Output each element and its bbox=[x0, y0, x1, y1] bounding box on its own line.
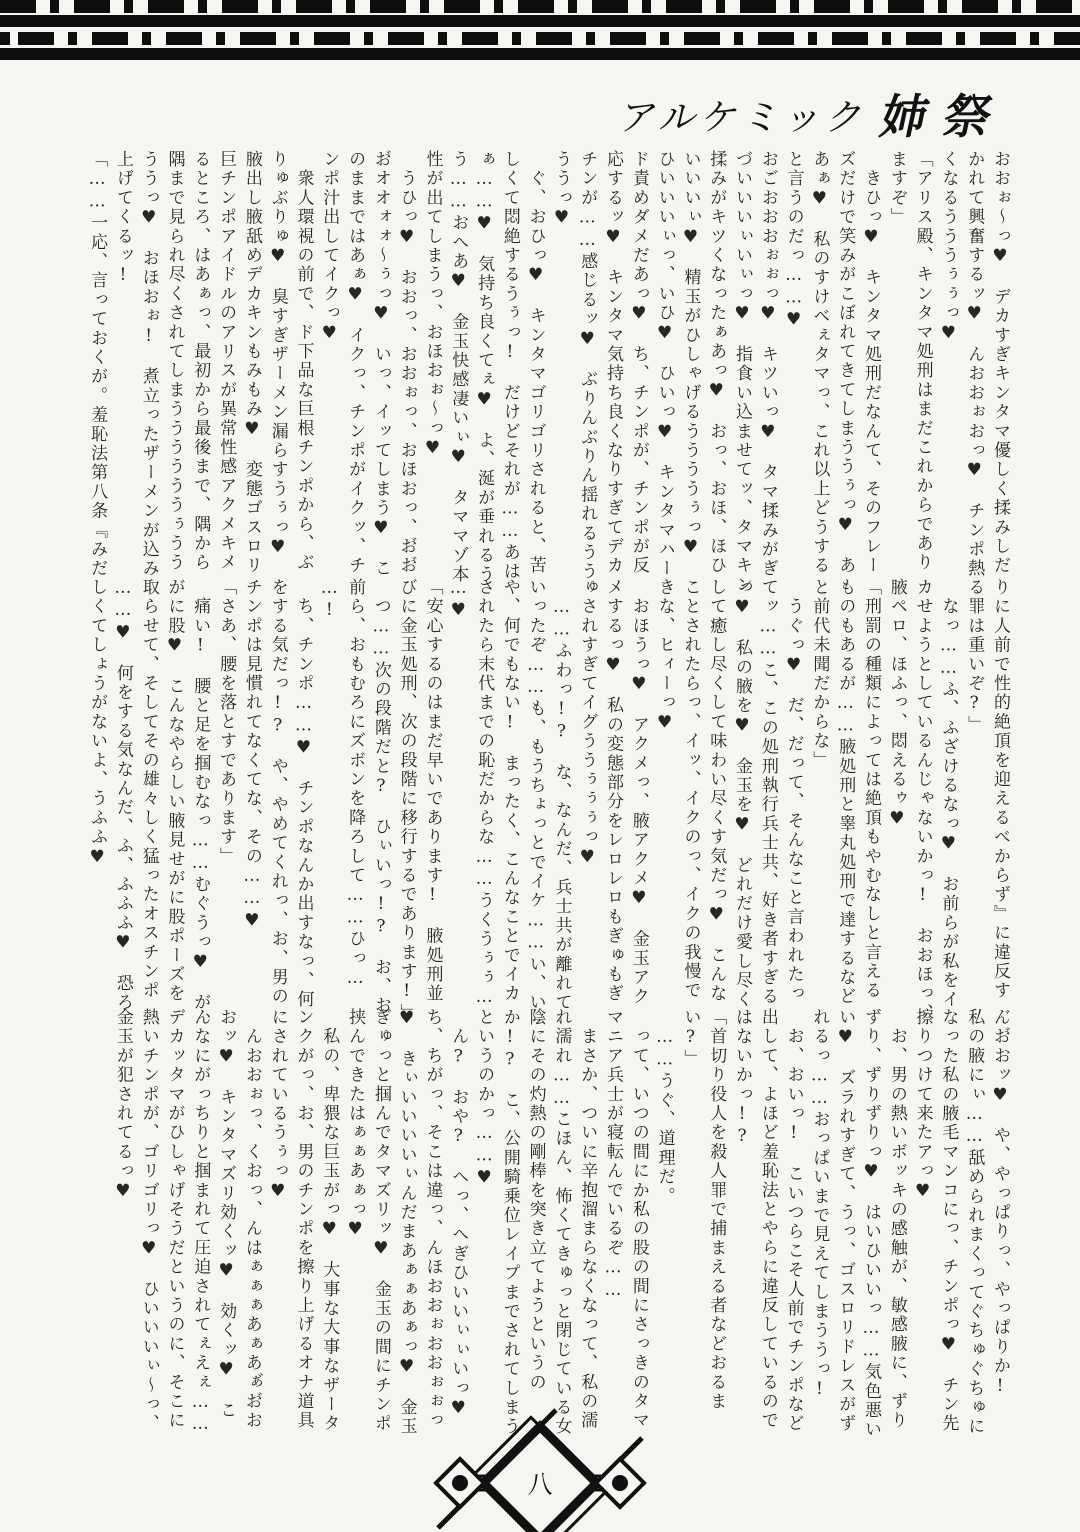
text-column: い?」 bbox=[680, 1008, 701, 1069]
text-column: いいいぃ♥ 精玉がひしゃげるううううぅっ♥ bbox=[680, 150, 701, 560]
text-column: ううっ♥ おほおぉ! 煮立ったザーメンが込み bbox=[138, 150, 159, 579]
text-column: なった私の腋毛マンコにっ、チンポっ♥ チン先 bbox=[938, 1008, 959, 1434]
text-column: うひっ♥ おおっ、おおぉっ、おほおっ、お゙お゙ bbox=[396, 150, 417, 576]
text-column: 衆人環視の前で、ド下品な巨根チンポから、ぶ bbox=[293, 150, 314, 573]
text-column: 「アリス殿、キンタマ処刑はまだこれからであり bbox=[912, 150, 933, 573]
text-column: きな、ヒィーっ♥ bbox=[654, 578, 675, 735]
text-band-3 bbox=[109, 1008, 1012, 1440]
text-column: というのかっ……♥ bbox=[474, 1008, 495, 1190]
text-column: 痛い! 腰と足を掴むなっ……むぐうっ♥ が、 bbox=[190, 578, 211, 1032]
text-column: れるっ……おっぱいまで見えてしまううっ! bbox=[809, 1008, 830, 1401]
text-column: 応するッ♥ キンタマ気持ち良くなりすぎてデカ bbox=[603, 150, 624, 576]
text-column: くなるうううぅぅっ♥ bbox=[938, 150, 959, 345]
text-column: ものもあるが……腋処刑と睾丸処刑で達するなど bbox=[835, 578, 856, 1007]
text-column: をする気だっ!? や、やめてくれっ、お、男の bbox=[267, 578, 288, 1007]
text-column: ♥ きぃいいいいぃんだまあぁぁあぁっ♥ 金玉 bbox=[396, 1008, 417, 1437]
text-column: って、いつの間にか私の股の間にさっきのタマ bbox=[628, 1008, 649, 1431]
text-column: ことされたらっ、イッ、イクのっ、イクの我慢で bbox=[680, 578, 701, 1001]
text-column: おッ♥ キンタマズリ効くッ♥ 効くッ♥ こ bbox=[216, 1008, 237, 1421]
text-column: おほうっ♥ アクメっ、腋アクメ♥ 金玉アク bbox=[628, 578, 649, 1007]
page-title-bold: 姉祭 bbox=[875, 90, 1013, 145]
header-bar-top bbox=[0, 15, 1080, 27]
text-column: 挟んできたはぁぁあぁっ♥ bbox=[345, 1008, 366, 1242]
text-column: …♥ bbox=[448, 578, 469, 623]
text-column: のままではあぁ♥ イクっ、チンポがイクッ、チ bbox=[345, 150, 366, 576]
text-column: ンポ汁出してイクっ♥ bbox=[319, 150, 340, 345]
text-band-2 bbox=[83, 578, 1012, 1032]
text-column: ん゙お゙おッ♥ や、やっぱりっ、やっぱりか! bbox=[990, 1008, 1010, 1398]
text-column: 熱いチンポが、ゴリゴリっ♥ ひいいいぃ〜っ、 bbox=[138, 1008, 159, 1434]
text-column: んなにがっちりと掴まれて圧迫されてぇえぇ…… bbox=[190, 1008, 211, 1437]
text-column: か!? こ、公開騎乗位レイプまでされてしまう bbox=[499, 1008, 520, 1437]
text-column: マニア兵士が寝転んでいるぞ…… bbox=[603, 1008, 624, 1302]
text-column: ん? おや? へっ、へぎひいいぃぃいっ♥ bbox=[448, 1008, 469, 1421]
text-column: 腋出し腋舐めデカキンもみもみ♥ 変態ゴスロリ bbox=[241, 150, 262, 576]
emblem-dot-right bbox=[612, 1475, 628, 1491]
text-column: あぁ♥ 私のすけべぇタマっ、これ以上どうする bbox=[809, 150, 830, 576]
emblem-dot-left bbox=[452, 1475, 468, 1491]
text-column: 「首切り役人を殺人罪で捕まえる者などおるま bbox=[706, 1008, 727, 1412]
text-column: いったぞ……も、もうちょっとでイケ……い、い bbox=[525, 578, 546, 1013]
text-column: おごおおおぉぉっ♥ キツいっ♥ タマ揉みがぎ bbox=[757, 150, 778, 579]
text-column: きひっ♥ キンタマ処刑だなんて、そのフレー bbox=[861, 150, 882, 576]
text-column: ぐ、おひっ♥ キンタマゴリゴリされると、苦 bbox=[525, 150, 546, 576]
text-column: づいいいぃいぃっ♥ 指食い込ませてッ、タマキン bbox=[732, 150, 753, 595]
text-column: ゅされすぎてイグううぅぅぅっ♥ bbox=[577, 578, 598, 869]
text-column: がに股♥ こんなやらしい腋見せがに股ポーズを bbox=[164, 578, 185, 1004]
text-column: ……♥ 何をする気なんだ、ふ、ふふふ♥ 恐ろ bbox=[112, 578, 133, 1013]
text-column: ずり、ずりずりっ♥ はいひいいっ……気色悪い bbox=[861, 1008, 882, 1440]
text-column: 金玉が犯されてるっ♥ bbox=[112, 1008, 133, 1203]
text-column: りに人前で性的絶頂を迎えるべからず』に違反す bbox=[990, 578, 1010, 1001]
header-pattern-top bbox=[0, 0, 1080, 13]
text-column: びに金玉処刑、次の段階に移行するであります!」 bbox=[396, 578, 417, 1023]
text-column: うぐっ♥ だ、だって、そんなこと言われたっ bbox=[783, 578, 804, 1004]
text-column: かれて興奮するッ♥ んおおぉおっ♥ チンポ熱 bbox=[964, 150, 985, 579]
text-column: ますぞ」 bbox=[886, 150, 907, 227]
text-column: なっ……ふ、ふざけるなっ♥ お前らが私をイ bbox=[938, 578, 959, 1010]
text-column: ち、ちがっ、そこは違っ、んほおおぉおおぉぉっ bbox=[422, 1008, 443, 1431]
text-column: 「刑罰の種類によっては絶頂もやむなしと言える bbox=[861, 578, 882, 1001]
text-column: 陰にその灼熱の剛棒を突き立てようというの bbox=[525, 1008, 546, 1392]
text-column: れ濡れ……こほん、怖くてきゅっと閉じている女 bbox=[551, 1008, 572, 1437]
text-column: 取らせて、そしてその雄々しく猛ったオスチンポ bbox=[138, 578, 159, 1001]
footer-emblem bbox=[360, 1426, 720, 1532]
text-column: はないかっ!? bbox=[732, 1008, 753, 1149]
text-column: おおぉ〜っ♥ デカすぎキンタマ優しく揉みしだ bbox=[990, 150, 1010, 576]
text-column: お、おいっ! こいつらこそ人前でチンポなど bbox=[783, 1008, 804, 1434]
text-column: されたら末代までの恥だからな……うくうぅぅ… bbox=[474, 578, 495, 1010]
text-column: 「……一応、言っておくが。羞恥法第八条『みだ bbox=[87, 150, 108, 579]
text-column: んおおぉっ、くおっ、んはぁぁぁあぁあぁ゙お゙お bbox=[241, 1008, 262, 1431]
header-decoration bbox=[0, 0, 1080, 60]
text-column: ぎゅっと掴んでタマズリッ♥ 金玉の間にチンポ bbox=[370, 1008, 391, 1434]
text-column: カせようとしているんじゃないかっ! おおほっ、 bbox=[912, 578, 933, 1023]
text-column: チンが……感じるッ♥ ぶりんぶりん揺れるうう bbox=[577, 150, 598, 582]
text-column: 擦りつけて来たアっ♥ bbox=[912, 1008, 933, 1203]
text-column: お、男の熱いボッキの感触が、敏感腋に、ずり bbox=[886, 1008, 907, 1431]
text-column: と言うのだっ……♥ bbox=[783, 150, 804, 332]
page-title bbox=[614, 80, 1015, 147]
text-column: 巨チンポアイドルのアリスが異常性感アクメキメ bbox=[216, 150, 237, 573]
text-column: して癒し尽くして味わい尽くす気だっ♥ こんな bbox=[706, 578, 727, 1004]
text-column: チンポは見慣れてなくてな、その……♥ bbox=[241, 578, 262, 933]
text-column: ……うぐ、道理だ。 bbox=[654, 1008, 675, 1206]
text-column: 前ら、おもむろにズボンを降ろして……ひっ… bbox=[345, 578, 366, 991]
text-column: デカッタマがひしゃげそうだというのに、そこに bbox=[164, 1008, 185, 1431]
text-column: っ♥ 私の腋を♥ 金玉を♥ どれだけ愛し尽く bbox=[732, 578, 753, 1010]
text-column: ぁ……♥ 気持ち良くてぇ♥ よ、涎が垂れるう bbox=[474, 150, 495, 585]
text-column: るところ、はあぁっ、最初から最後まで、隅から bbox=[190, 150, 211, 573]
text-column: 私の腋にぃ……舐められまくってぐちゅぐちゅに bbox=[964, 1008, 985, 1437]
text-column: る罪は重いぞ?」 bbox=[964, 578, 985, 735]
text-column: ち、チンポ……♥ チンポなんか出すなっ、何 bbox=[293, 578, 314, 1010]
header-pattern-bottom bbox=[0, 32, 1080, 45]
text-band-1 bbox=[83, 150, 1012, 595]
text-column: しくて悶絶するうぅっ! だけどそれが……あは bbox=[499, 150, 520, 582]
text-column: メするっ♥ 私の変態部分をレロレロもぎゅもぎ bbox=[603, 578, 624, 1004]
text-column: 性が出てしまうっ、おほおぉ〜っ♥ bbox=[422, 150, 443, 461]
text-column: 隅まで見られ尽くされてしまううううううぅうう bbox=[164, 150, 185, 573]
text-column: ひいいいぃっ、いひ♥ ひいっ♥ キンタマハー bbox=[654, 150, 675, 579]
text-column: ズだけで笑みがこぼれてきてしまううぅっ♥ あ bbox=[835, 150, 856, 576]
text-column: 腋ペロ、ほふっ、悶えるゥ♥ bbox=[886, 578, 907, 831]
text-column: や、何でもない! まったく、こんなことでイカ bbox=[499, 578, 520, 1004]
header-bar-bottom bbox=[0, 48, 1080, 60]
page-number: 八 bbox=[527, 1470, 553, 1499]
text-column: い♥ ズラれすぎて、うっ、ゴスロリドレスがず bbox=[835, 1008, 856, 1434]
text-column: ……ふわっ!? な、なんだ、兵士共が離れて bbox=[551, 578, 572, 1013]
text-column: ンクがっ、お、男のチンポを擦り上げるオナ道具 bbox=[293, 1008, 314, 1431]
text-column: てッ……こ、この処刑執行兵士共、好き者すぎる bbox=[757, 578, 778, 1007]
text-column: …! bbox=[319, 578, 340, 623]
text-column: しくてしょうがないよ、うふふ♥ bbox=[87, 578, 108, 869]
text-column: ううっ♥ bbox=[551, 150, 572, 230]
text-column: 揉みがキツくなったぁあっ♥ おっ、おほ、ほひ bbox=[706, 150, 727, 576]
text-column: 私の、卑猥な巨玉がっ♥ 大事な大事なザータ bbox=[319, 1008, 340, 1434]
text-column: と前代未聞だからな」 bbox=[809, 578, 830, 770]
text-column: 出して、よほど羞恥法とやらに違反しているので bbox=[757, 1008, 778, 1431]
text-column: 上げてくるッ! bbox=[112, 150, 133, 288]
text-column: 「さあ、腰を落とすであります」 bbox=[216, 578, 237, 866]
text-column: まさか、ついに辛抱溜まらなくなって、私の濡 bbox=[577, 1008, 598, 1431]
text-column: ド責めダメだあっ♥ ち、チンポが、チンポが反 bbox=[628, 150, 649, 576]
text-column: お゙オオォォ〜ぅっ♥ いっ、イッてしまう♥ こ bbox=[370, 150, 391, 579]
text-column: つ……次の段階だと? ひぃいっ!? お、お bbox=[370, 578, 391, 1016]
text-column: う……おへあ♥ 金玉快感凄いぃ♥ タママゾ本 bbox=[448, 150, 469, 585]
text-column: にされているうぅっ♥ bbox=[267, 1008, 288, 1203]
page-title-light: アルケミック bbox=[615, 95, 874, 139]
text-column: 「安心するのはまだ早いであります! 腋処刑並 bbox=[422, 578, 443, 1004]
text-column: りゅぶりゅ♥ 臭すぎザーメン漏らすうぅっ♥ bbox=[267, 150, 288, 560]
